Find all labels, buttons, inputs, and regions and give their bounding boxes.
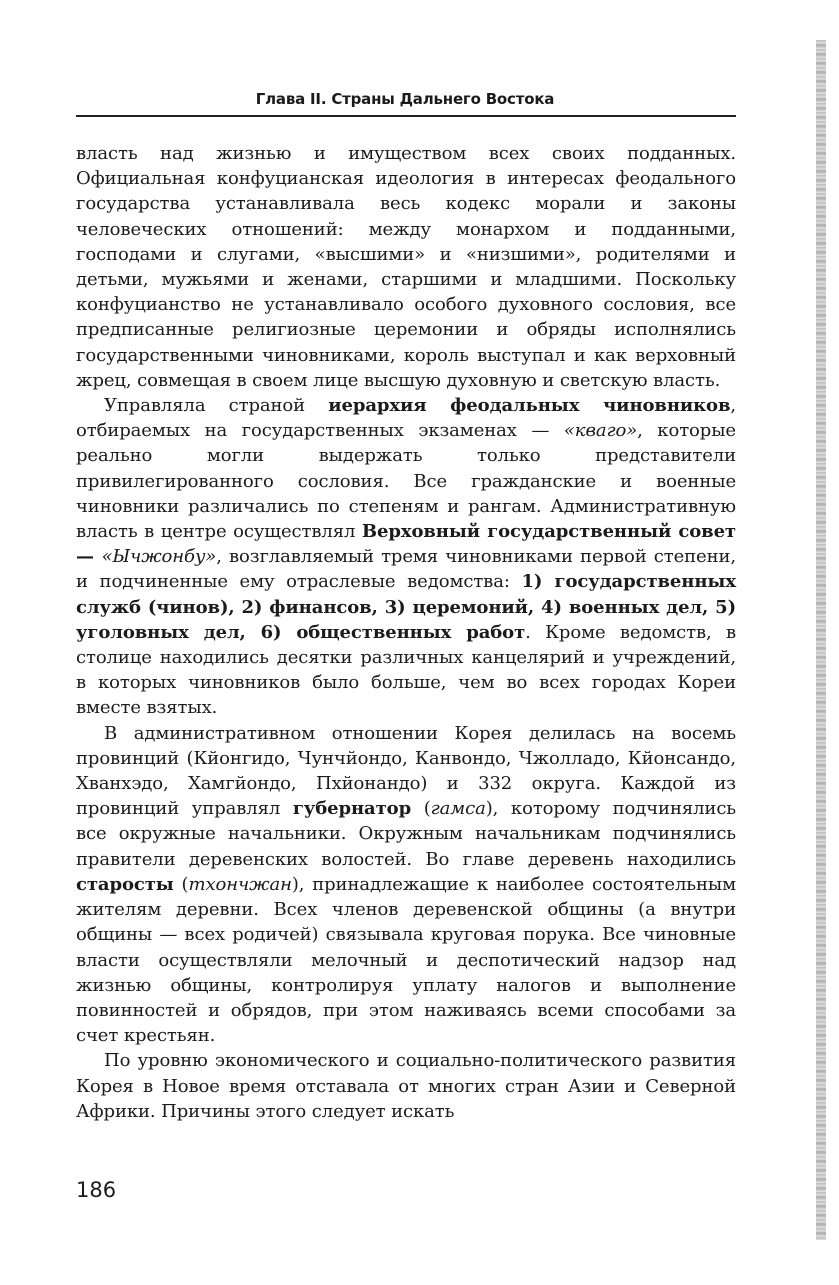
header-rule <box>76 115 736 117</box>
text-run: , отбираемых на государственных экзаменах — <box>76 395 736 442</box>
text-run: власть над жизнью и имуществом всех своих подданных. Официальная конфуцианская идеология в интересах феодального государства устанавливала весь кодекс морали и законы человеческих отношений: между монархом и подданными, господами и слугами, «высшими» и «низшими», родителями и детьми, мужьями и женами, старшими и младшими. Поскольку конфуцианство не устанавливало особого духовного сословия, все предписанные религиозные церемонии и обряды исполнялись государственными чиновниками, король выступал и как верховный жрец, совмещая в своем лице высшую духовную и светскую власть. <box>76 143 736 391</box>
paragraph-1 <box>76 141 736 393</box>
text-run: 1) государственных служб (чинов), 2) финансов, 3) церемоний, 4) военных дел, 5) уголовных дел, 6) общественных работ <box>76 571 736 643</box>
text-run: иерархия феодальных чиновников <box>328 395 731 417</box>
text-run: ), которому подчинялись все окружные начальники. Окружным начальникам подчинялись правители деревенских волостей. Во главе деревень находились <box>76 798 737 870</box>
paragraph-3 <box>76 721 736 1049</box>
paragraph-4 <box>76 1048 736 1124</box>
text-run: «кваго» <box>563 420 638 442</box>
text-run: старосты <box>76 873 174 895</box>
text-run: В административном отношении Корея делилась на восемь провинций (Кйонгидо, Чунчйондо, Канвондо, Чжолладо, Кйонсандо, Хванхэдо, Хамгйондо, Пхйонандо) и 332 округа. Каждой из провинций управлял <box>76 722 736 820</box>
paragraph-2 <box>76 393 736 721</box>
body-text <box>76 141 736 1124</box>
text-run: ), принадлежащие к наиболее состоятельным жителям деревни. Всех членов деревенской общины (а внутри общины — всех родичей) связывала круговая порука. Все чиновные власти осуществляли мелочный и деспотический надзор над жизнью общины, контролируя уплату налогов и выполнение повинностей и обрядов, при этом наживаясь всеми способами за счет крестьян. <box>76 873 737 1047</box>
text-run: тхончжан <box>188 873 292 895</box>
text-run: , которые реально могли выдержать только представители привилегированного сословия. Все гражданские и военные чиновники различались по степеням и рангам. Административную власть в центре осуществлял <box>76 420 736 543</box>
text-run: ( <box>173 873 189 895</box>
page-number: 186 <box>76 1178 117 1202</box>
running-header: Глава II. Страны Дальнего Востока <box>255 90 555 108</box>
text-run: Управляла страной <box>104 395 329 417</box>
text-run: ( <box>411 798 431 820</box>
text-run: гамса <box>430 798 486 820</box>
text-run: губернатор <box>292 798 412 820</box>
text-run: По уровню экономического и социально-политического развития Корея в Новое время отставала от многих стран Азии и Северной Африки. Причины этого следует искать <box>76 1050 736 1122</box>
text-run: , возглавляемый тремя чиновниками первой степени, и подчиненные ему отраслевые ведомства: <box>76 546 736 593</box>
text-run: . Кроме ведомств, в столице находились десятки различных канцелярий и учреждений, в которых чиновников было больше, чем во всех городах Кореи вместе взятых. <box>76 621 736 719</box>
text-run: «Ычжонбу» <box>101 546 217 568</box>
text-run: Верховный государственный совет — <box>76 521 736 568</box>
scan-edge <box>816 40 826 1240</box>
